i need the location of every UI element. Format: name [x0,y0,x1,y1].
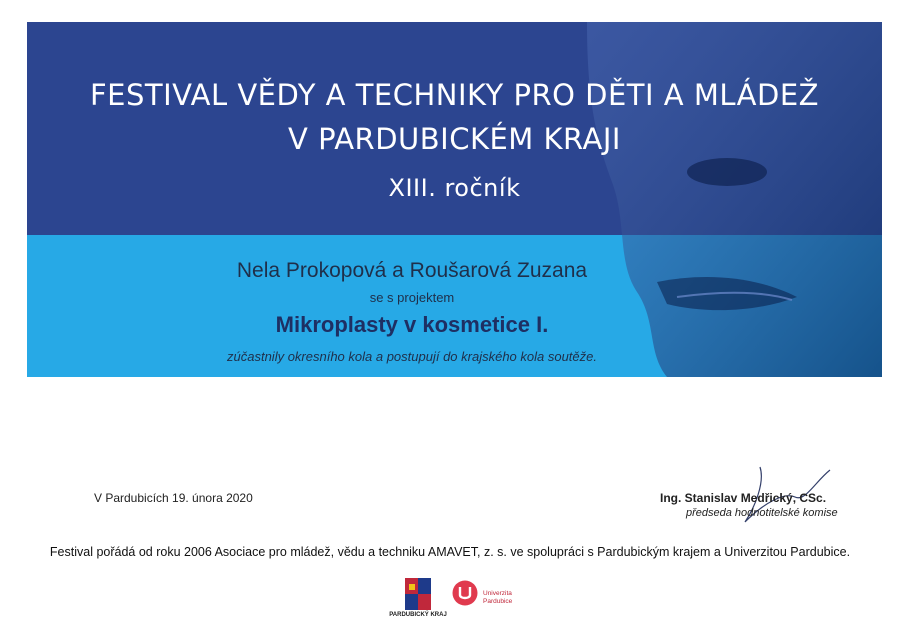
participant-names: Nela Prokopová a Roušarová Zuzana [236,259,588,282]
signer-role: předseda hodnotitelské komise [686,507,838,519]
footer-note: Festival pořádá od roku 2006 Asociace pro mládež, vědu a techniku AMAVET, z. s. ve spolupráci s Pardubickým krajem a Univerzitou Pardubice. [49,545,851,559]
project-intro: se s projektem [369,290,455,305]
university-label-line2: Pardubice [483,598,513,605]
festival-edition: XIII. ročník [388,174,521,202]
festival-region: V PARDUBICKÉM KRAJI [288,122,621,156]
project-title: Mikroplasty v kosmetice I. [275,312,549,337]
university-logo-label [483,590,512,606]
festival-title: FESTIVAL VĚDY A TECHNIKY PRO DĚTI A MLÁDEŽ [89,78,820,112]
issue-date: V Pardubicích 19. února 2020 [94,491,253,505]
signer-name: Ing. Stanislav Medřický, CSc. [660,491,827,505]
region-logo-label: PARDUBICKÝ KRAJ [389,612,447,618]
university-logo [452,580,478,606]
certificate-banner [27,22,882,377]
award-result: zúčastnily okresního kola a postupují do krajského kola soutěže. [227,349,597,364]
university-label-line1: Univerzita [483,590,512,597]
